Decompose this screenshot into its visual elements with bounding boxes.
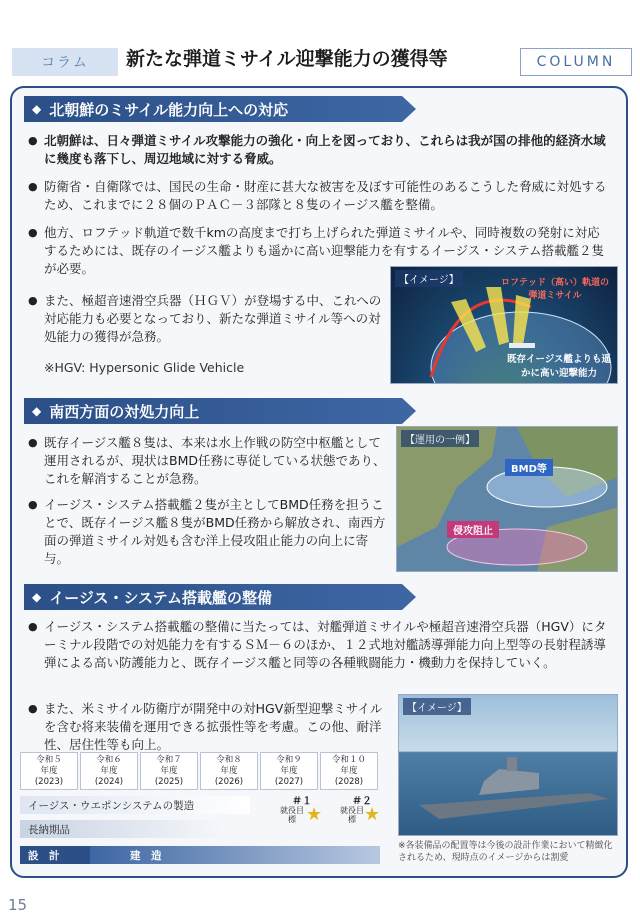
page-number: 15 — [8, 896, 28, 914]
bullet-s1-1: ● 北朝鮮は、日々弾道ミサイル攻撃能力の強化・向上を図っており、これらは我が国の排他的経済水域に幾度も落下し、周辺地域に対する脅威。 — [28, 132, 612, 168]
column-tag: コラム — [12, 48, 118, 76]
weapon-system-bar: イージス・ウエポンシステムの製造 — [20, 796, 250, 814]
goal-label-1: 就役目標 — [280, 806, 304, 824]
section-title: 南西方面の対処力向上 — [49, 402, 200, 421]
timeline — [20, 752, 380, 868]
label-interdiction: 侵攻阻止 — [447, 521, 499, 538]
diamond-icon: ◆ — [32, 590, 42, 604]
image-operation-map — [396, 426, 618, 572]
bullet-s3-2: ● また、米ミサイル防衛庁が開発中の対HGV新型迎撃ミサイルを含む将来装備を運用できる拡張性等を考慮。この他、耐洋性、居住性等も向上。 — [28, 700, 394, 754]
star-icon: ★ — [306, 804, 323, 825]
image-tag: 【運用の一例】 — [401, 430, 479, 447]
goal-label-2: 就役目標 — [340, 806, 364, 824]
ship-2-label: ＃２ — [352, 796, 372, 807]
map-illustration — [397, 427, 618, 572]
image-aegis-ship — [398, 694, 618, 836]
section-header-southwest — [24, 398, 402, 424]
bullet-s1-3: ● 他方、ロフテッド軌道で数千kmの高度まで打ち上げられた弾道ミサイルや、同時複数の発射に対応するためには、既存のイージス艦よりも遥かに高い迎撃能力を有するイージス・システム搭載艦２隻が必要。 — [28, 224, 612, 278]
diamond-icon: ◆ — [32, 404, 42, 418]
timeline-year: 令和５ 年度 (2023) — [20, 752, 78, 790]
ship-1-label: ＃１ — [292, 796, 312, 807]
star-icon: ★ — [364, 804, 381, 825]
bullet-s1-2: ● 防衛省・自衛隊では、国民の生命・財産に甚大な被害を及ぼす可能性のあるこうした脅威に対処するため、これまでに２８個のＰＡＣ－３部隊と８隻のイージス艦を整備。 — [28, 178, 612, 214]
timeline-year: 令和８ 年度 (2026) — [200, 752, 258, 790]
build-bar: 建 造 — [90, 846, 380, 864]
section-header-north-korea — [24, 96, 402, 122]
label-interception: 既存イージス艦よりも遥かに高い迎撃能力 — [506, 354, 612, 379]
timeline-year: 令和６ 年度 (2024) — [80, 752, 138, 790]
page-title: 新たな弾道ミサイル迎撃能力の獲得等 — [126, 48, 448, 70]
design-bar: 設 計 — [20, 846, 90, 864]
label-lofted: ロフテッド（高い）軌道の弾道ミサイル — [500, 278, 609, 301]
image-missile-trajectory — [390, 266, 618, 384]
diamond-icon: ◆ — [32, 102, 42, 116]
label-bmd: BMD等 — [505, 459, 553, 476]
image-tag: 【イメージ】 — [403, 698, 471, 715]
timeline-year: 令和７ 年度 (2025) — [140, 752, 198, 790]
ship-illustration — [399, 695, 618, 836]
timeline-year: 令和９ 年度 (2027) — [260, 752, 318, 790]
long-lead-bar: 長納期品 — [20, 820, 220, 838]
bullet-s2-2: ● イージス・システム搭載艦２隻が主としてBMD任務を担うことで、既存イージス艦８隻がBMD任務から解放され、南西方面の弾道ミサイル対処も含む洋上侵攻阻止能力の向上に寄与。 — [28, 496, 388, 568]
footnote: ※各装備品の配置等は今後の設計作業において精緻化されるため、現時点のイメージからは割愛 — [398, 841, 613, 863]
section-header-aegis — [24, 584, 402, 610]
image-tag: 【イメージ】 — [395, 270, 463, 287]
column-label: COLUMN — [520, 48, 632, 76]
bullet-s3-1: ● イージス・システム搭載艦の整備に当たっては、対艦弾道ミサイルや極超音速滑空兵器（HGV）にターミナル段階での対処能力を有するＳＭ－６のほか、１２式地対艦誘導弾能力向上型等の長射程誘導弾による高い防護能力と、既存イージス艦と同等の各種戦闘能力・機動力を保持していく。 — [28, 618, 612, 672]
section-title: イージス・システム搭載艦の整備 — [49, 588, 272, 607]
timeline-year: 令和１０ 年度 (2028) — [320, 752, 378, 790]
section-title: 北朝鮮のミサイル能力向上への対応 — [49, 100, 289, 119]
bullet-s2-1: ● 既存イージス艦８隻は、本来は水上作戦の防空中枢艦として運用されるが、現状はBMD任務に専従している状態であり、これを解消することが急務。 — [28, 434, 388, 488]
bullet-s1-4: ● また、極超音速滑空兵器（ＨＧＶ）が登場する中、これへの対応能力も必要となっており、新たな弾道ミサイル等への対処能力の獲得が急務。 — [28, 292, 388, 346]
hgv-note: ※HGV: Hypersonic Glide Vehicle — [44, 360, 245, 375]
